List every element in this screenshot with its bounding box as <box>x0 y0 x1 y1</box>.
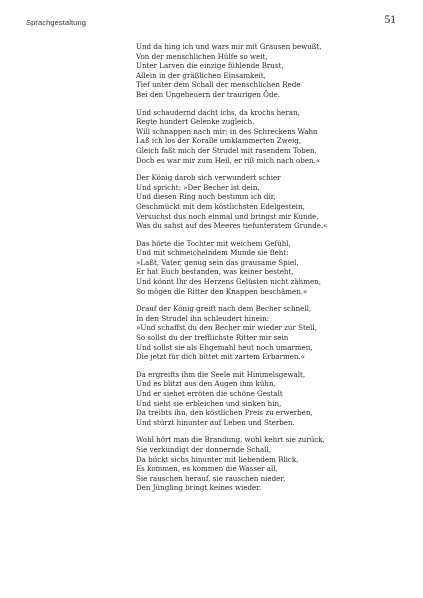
poem-line: Geschmückt mit dem köstlichsten Edelgestein, <box>136 201 305 211</box>
stanza-6 <box>136 370 406 428</box>
stanza-3 <box>136 173 406 231</box>
poem-line: Sie verkündigt der donnernde Schall, <box>136 444 271 454</box>
poem-line: Es kommen, es kommen die Wasser all, <box>136 464 278 474</box>
poem-line: Wohl hört man die Brandung, wohl kehrt sie zurück, <box>136 435 325 445</box>
stanza-7 <box>136 435 406 493</box>
stanza-1 <box>136 42 406 100</box>
poem-body <box>136 42 406 501</box>
poem-line: Drauf der König greift nach dem Becher schnell, <box>136 304 312 314</box>
running-head: Sprachgestaltung <box>26 18 86 27</box>
poem-line: Und diesen Ring noch bestimm ich dir, <box>136 192 276 202</box>
page-number: 51 <box>384 14 396 26</box>
poem-line: Und spricht: »Der Becher ist dein, <box>136 182 260 192</box>
poem-line: Regte hundert Gelenke zugleich, <box>136 117 255 127</box>
poem-line: Und stürzt hinunter auf Leben und Sterben. <box>136 417 295 427</box>
stanza-4 <box>136 239 406 297</box>
poem-line: In den Strudel ihn schleudert hinein: <box>136 313 270 323</box>
poem-line: Und es blitzt aus den Augen ihm kühn, <box>136 379 276 389</box>
poem-line: Da ergreifts ihm die Seele mit Himmelsgewalt, <box>136 369 306 379</box>
stanza-2 <box>136 108 406 166</box>
poem-line: So sollst du der trefflichste Ritter mir sein <box>136 333 289 343</box>
poem-line: Allein in der gräßlichen Einsamkeit, <box>136 70 266 80</box>
poem-line: Das hörte die Tochter mit weichem Gefühl, <box>136 238 291 248</box>
poem-line: Da bückt sichs hinunter mit liebendem Blick, <box>136 454 299 464</box>
poem-line: Er hat Euch bestanden, was keiner besteht, <box>136 267 294 277</box>
poem-line: Von der menschlichen Hülfe so weit, <box>136 51 268 61</box>
poem-line: Laß ich los der Koralle umklammerten Zweig, <box>136 136 302 146</box>
poem-line: Da treibts ihn, den köstlichen Preis zu erwerben, <box>136 408 313 418</box>
poem-line: Will schnappen nach mir; in des Schreckens Wahn <box>136 126 318 136</box>
poem-line: Und schaudernd dacht ichs, da krochs heran, <box>136 107 300 117</box>
poem-line: Was du sahst auf des Meeres tiefunterstem Grunde.« <box>136 221 328 231</box>
poem-line: Und könnt Ihr des Herzens Gelüsten nicht zähmen, <box>136 277 321 287</box>
poem-line: »Laßt, Vater, genug sein das grausame Spiel, <box>136 257 299 267</box>
poem-line: Gleich faßt mich der Strudel mit rasendem Toben, <box>136 145 317 155</box>
poem-line: Die jetzt für dich bittet mit zartem Erbarmen.« <box>136 352 306 362</box>
poem-line: »Und schaffst du den Becher mir wieder zur Stell, <box>136 323 317 333</box>
poem-line: Sie rauschen herauf, sie rauschen nieder, <box>136 473 286 483</box>
poem-line: Doch es war mir zum Heil, er riß mich nach oben.« <box>136 155 321 165</box>
poem-line: Und da hing ich und wars mir mit Grausen bewußt, <box>136 42 322 51</box>
stanza-5 <box>136 304 406 362</box>
poem-line: Und sieht sie erbleichen und sinken hin, <box>136 398 282 408</box>
poem-line: Und mit schmeichelndem Munde sie fleht: <box>136 248 289 258</box>
poem-line: Und er siehet erröten die schöne Gestalt <box>136 389 283 398</box>
poem-line: Den Jüngling bringt keines wieder. <box>136 483 262 493</box>
poem-line: Der König darob sich verwundert schier <box>136 173 281 183</box>
poem-line: Bei den Ungeheuern der traurigen Öde. <box>136 89 280 99</box>
poem-line: Versuchst dus noch einmal und bringst mir Kunde, <box>136 211 319 221</box>
poem-line: Unter Larven die einzige fühlende Brust, <box>136 61 284 71</box>
poem-line: Tief unter dem Schall der menschlichen Rede <box>136 80 301 90</box>
poem-line: Und sollst sie als Ehgemahl heut noch umarmen, <box>136 342 313 352</box>
poem-line: So mögen die Ritter den Knappen beschämen.« <box>136 286 308 296</box>
